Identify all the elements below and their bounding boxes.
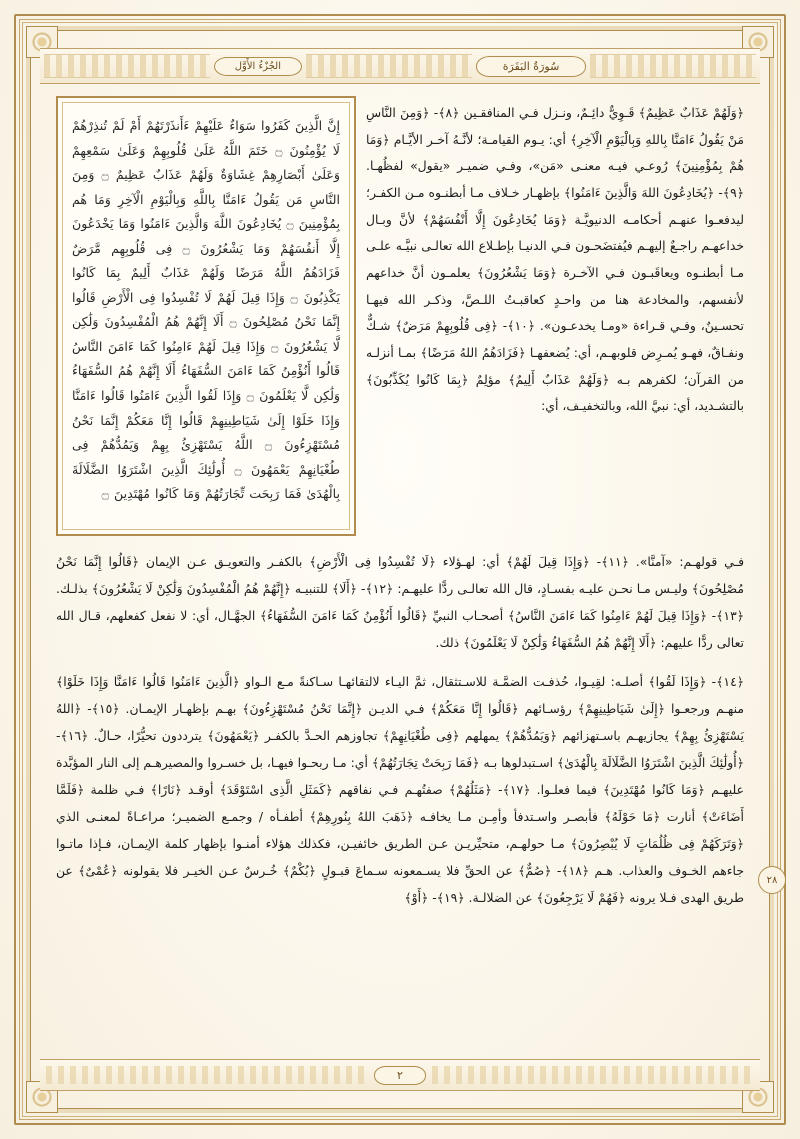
footer-ornament-left-icon (46, 1066, 368, 1084)
surah-title: سُورَةُ البَقَرَة (476, 56, 587, 77)
page-content (56, 96, 778, 1043)
tafsir-column-top: ﴿وَلَهُمْ عَذَابٌ عَظِيمٌ﴾ قَـوِيٌّ دائِـمٌ، ونـزل فـي المنافقـين ﴿٨﴾- ﴿وَمِنَ النَّاسِ مَنْ يَقُولُ ءَامَنَّا بِاللهِ وَبِالْيَوْمِ الْآخِرِ﴾ أي: يـوم القيامـة؛ لأنَّـهُ آخـر الأيَّـام ﴿وَمَا هُمْ بِمُؤْمِنِينَ﴾ رُوعـي فيـه معنـى «مَن»، وفـي ضميـر «يقول» لفظُهـا. ﴿٩﴾- ﴿يُخَادِعُونَ اللهَ وَالَّذِينَ ءَامَنُوا﴾ بإظهـار خـلاف مـا أبطنـوه مـن الكفـر؛ ليدفعـوا عنهـم أحكامـه الدنيويَّـة ﴿وَمَا يُخَادِعُونَ إِلَّا أَنْفُسَهُمْ﴾ لأنَّ وبـال خداعهـم راجـعٌ إليهـم فيُفتضَحـون فـي الدنيـا بإطـلاع الله تعالـى نبيَّـه علـى مـا أبطنـوه ويعاقَبـون فـي الآخـرة ﴿وَمَا يَشْعُرُونَ﴾ يعلمـون أنَّ خداعهم لأنفسهم، والمخادعة هنا من واحـدٍ كعاقبـتُ اللـصَّ، وذكـر الله فيهـا تحسـينٌ، وفـي قـراءة «ومـا يخدعـون». ﴿١٠﴾- ﴿فِى قُلُوبِهِمْ مَرَضٌ﴾ شـكٌّ ونفـاقٌ، فهـو يُمـرِض قلوبهـم، أي: يُضعفهـا ﴿فَزَادَهُمُ اللهُ مَرَضًا﴾ بمـا أنزلـه من القرآن؛ لكفرهم بـه ﴿وَلَهُمْ عَذَابٌ أَلِيمٌ﴾ مؤلِمٌ ﴿بِمَا كَانُوا يُكَذِّبُونَ﴾ بالتشـديد، أي: نبيَّ الله، وبالتخفيـف، أي: (366, 105, 745, 414)
page-footer (40, 1059, 760, 1091)
quran-verse-text: إِنَّ الَّذِينَ كَفَرُوا سَوَاءٌ عَلَيْهِمْ ءَأَنذَرْتَهُمْ أَمْ لَمْ تُنذِرْهُمْ لَا يُؤْمِنُونَ ۝ خَتَمَ اللَّهُ عَلَىٰ قُلُوبِهِمْ وَعَلَىٰ سَمْعِهِمْ وَعَلَىٰ أَبْصَارِهِمْ غِشَاوَةٌ وَلَهُمْ عَذَابٌ عَظِيمٌ ۝ وَمِنَ النَّاسِ مَن يَقُولُ ءَامَنَّا بِاللَّهِ وَبِالْيَوْمِ الْآخِرِ وَمَا هُم بِمُؤْمِنِينَ ۝ يُخَادِعُونَ اللَّهَ وَالَّذِينَ ءَامَنُوا وَمَا يَخْدَعُونَ إِلَّا أَنفُسَهُمْ وَمَا يَشْعُرُونَ ۝ فِى قُلُوبِهِم مَّرَضٌ فَزَادَهُمُ اللَّهُ مَرَضًا وَلَهُمْ عَذَابٌ أَلِيمٌ بِمَا كَانُوا يَكْذِبُونَ ۝ وَإِذَا قِيلَ لَهُمْ لَا تُفْسِدُوا فِى الْأَرْضِ قَالُوا إِنَّمَا نَحْنُ مُصْلِحُونَ ۝ أَلَا إِنَّهُمْ هُمُ الْمُفْسِدُونَ وَلَٰكِن لَّا يَشْعُرُونَ ۝ وَإِذَا قِيلَ لَهُمْ ءَامِنُوا كَمَا ءَامَنَ النَّاسُ قَالُوا أَنُؤْمِنُ كَمَا ءَامَنَ السُّفَهَاءُ أَلَا إِنَّهُمْ هُمُ السُّفَهَاءُ وَلَٰكِن لَّا يَعْلَمُونَ ۝ وَإِذَا لَقُوا الَّذِينَ ءَامَنُوا قَالُوا ءَامَنَّا وَإِذَا خَلَوْا إِلَىٰ شَيَاطِينِهِمْ قَالُوا إِنَّا مَعَكُمْ إِنَّمَا نَحْنُ مُسْتَهْزِءُونَ ۝ اللَّهُ يَسْتَهْزِئُ بِهِمْ وَيَمُدُّهُمْ فِى طُغْيَانِهِمْ يَعْمَهُونَ ۝ أُولَٰئِكَ الَّذِينَ اشْتَرَوُا الضَّلَالَةَ بِالْهُدَىٰ فَمَا رَبِحَت تِّجَارَتُهُمْ وَمَا كَانُوا مُهْتَدِينَ ۝ (72, 118, 340, 502)
footer-ornament-right-icon (432, 1066, 754, 1084)
page-number: ٢ (374, 1066, 426, 1085)
top-section (56, 96, 744, 536)
header-ornament-left-icon (44, 54, 210, 78)
tafsir-paragraph-2: ﴿١٤﴾- ﴿وَإِذَا لَقُوا﴾ أصلـه: لقِيـوا، حُذفـت الضمَّـة للاسـتثقال، ثمَّ اليـاء لالتقائهـا سـاكنةً مـع الـواو ﴿الَّذِينَ ءَامَنُوا قَالُوا ءَامَنَّا وَإِذَا خَلَوْا﴾ منهـم ورجعـوا ﴿إِلَىٰ شَيَاطِينِهِمْ﴾ رؤسـائهم ﴿قَالُوا إِنَّا مَعَكُمْ﴾ فـي الديـن ﴿إِنَّمَا نَحْنُ مُسْتَهْزِءُونَ﴾ بهـم بإظهـار الإيمـان. ﴿١٥﴾- ﴿اللهُ يَسْتَهْزِئُ بِهِمْ﴾ يجازيهـم باسـتهزائهم ﴿وَيَمُدُّهُمْ﴾ يمهلهم ﴿فِى طُغْيَانِهِمْ﴾ تجاوزهم الحـدَّ بالكفـر ﴿يَعْمَهُونَ﴾ يترددون تحيُّرًا، حـالٌ. ﴿١٦﴾- ﴿أُولَٰئِكَ الَّذِينَ اشْتَرَوُا الضَّلَالَةَ بِالْهُدَىٰ﴾ اسـتبدلوها بـه ﴿فَمَا رَبِحَتْ تِجَارَتُهُمْ﴾ أي: مـا ربحـوا فيهـا، بل خسـروا والمصيرهـم إلى النار المؤبَّدة عليهـم ﴿وَمَا كَانُوا مُهْتَدِينَ﴾ فيما فعلـوا. ﴿١٧﴾- ﴿مَثَلُهُمْ﴾ صفتُهـم فـي نفاقهم ﴿كَمَثَلِ الَّذِى اسْتَوْقَدَ﴾ أوقـد ﴿نَارًا﴾ فـي ظلمة ﴿فَلَمَّا أَضَاءَتْ﴾ أنارت ﴿مَا حَوْلَهُ﴾ فأبصـر واسـتدفأ وأمِـن مـا يخافـه ﴿ذَهَبَ اللهُ بِنُورِهِمْ﴾ أطفـأه / وجمـع الضميـر؛ مراعـاةً لمعنـى الذي ﴿وَتَرَكَهُمْ فِى ظُلُمَاتٍ لَا يُبْصِرُونَ﴾ مـا حولهـم، متحيِّريـن عـن الطريق خائفيـن، فكذلك هؤلاء أمنـوا بإظهار كلمة الإيمـان، فـإذا ماتـوا جاءهم الخـوف والعذاب. هـم ﴿١٨﴾- ﴿صُمٌّ﴾ عن الحقِّ فلا يسـمعونه سـماعَ قبـولٍ ﴿بُكْمٌ﴾ خُـرسٌ عـن الخيـر فلا يقولونه ﴿عُمْىٌ﴾ عن طريق الهدى فـلا يرونه ﴿فَهُمْ لَا يَرْجِعُونَ﴾ عن الضلالـة. ﴿١٩﴾- ﴿أَوْ﴾ (56, 674, 744, 906)
header-ornament-middle-icon (306, 54, 472, 78)
juz-title: الجُزْءُ الأَوَّل (214, 57, 302, 76)
header-ornament-right-icon (590, 54, 756, 78)
margin-note-number: ٢٨ (758, 866, 786, 894)
tafsir-paragraph-1: فـي قولهـم: «آمنَّا». ﴿١١﴾- ﴿وَإِذَا قِيلَ لَهُمْ﴾ أي: لهـؤلاء ﴿لَا تُفْسِدُوا فِى الْأَرْضِ﴾ بالكفـر والتعويـق عـن الإيمان ﴿قَالُوا إِنَّمَا نَحْنُ مُصْلِحُونَ﴾ وليـس مـا نحـن عليـه بفسـادٍ، قال الله تعالـى ردًّا عليهـم: ﴿١٢﴾- ﴿أَلَا﴾ للتنبيـه ﴿إِنَّهُمْ هُمُ الْمُفْسِدُونَ وَلَٰكِنْ لَا يَشْعُرُونَ﴾ بذلـك. ﴿١٣﴾- ﴿وَإِذَا قِيلَ لَهُمْ ءَامِنُوا كَمَا ءَامَنَ النَّاسُ﴾ أصحـاب النبيِّ ﴿قَالُوا أَنُؤْمِنُ كَمَا ءَامَنَ السُّفَهَاءُ﴾ الجهَّـال، أي: لا نفعل كفعلهم، قـال الله تعالى ردًّا عليهم: ﴿أَلَا إِنَّهُمْ هُمُ السُّفَهَاءُ وَلَٰكِنْ لَا يَعْلَمُونَ﴾ ذلك. (56, 554, 745, 651)
page-header (40, 48, 760, 84)
quran-verse-box (56, 96, 356, 536)
